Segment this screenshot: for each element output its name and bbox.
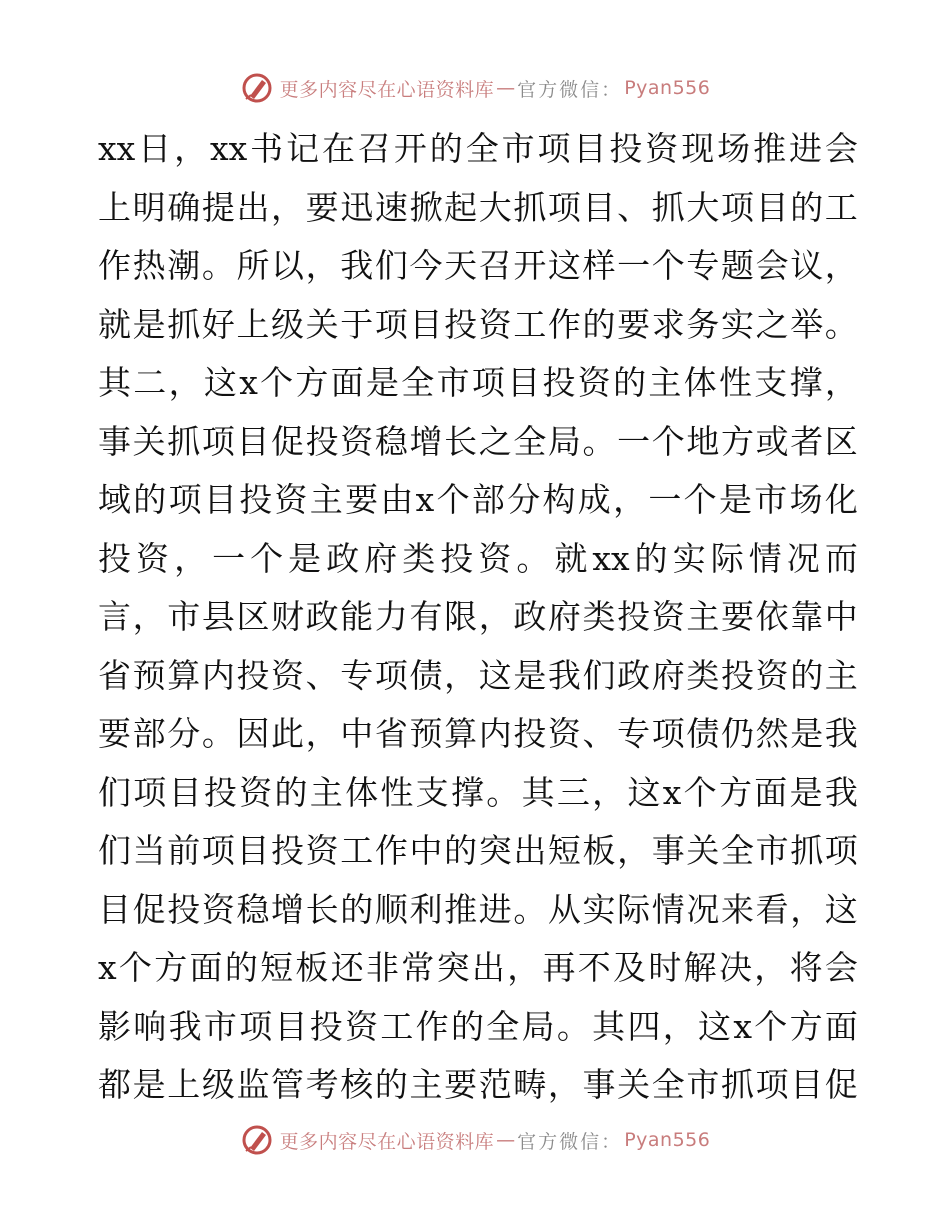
text-line: x 个 方 面 的 短 板 还 非 常 突 出 ， 再 不 及 时 解 决 ， 将 会 [98, 948, 858, 987]
text-line: 就 是 抓 好 上 级 关 于 项 目 投 资 工 作 的 要 求 务 实 之 举 。 [98, 304, 858, 344]
watermark-main-text: 更多内容尽在心语资料库 [279, 1130, 495, 1153]
document-body [98, 120, 858, 1115]
text-line: 事 关 抓 项 目 促 投 资 稳 增 长 之 全 局 。 一 个 地 方 或 者 区 [98, 421, 858, 461]
footer-watermark [0, 1120, 950, 1160]
watermark-main-text: 更多内容尽在心语资料库 [279, 78, 495, 101]
text-line: 上 明 确 提 出 ， 要 迅 速 掀 起 大 抓 项 目 、 抓 大 项 目 的 工 [98, 187, 858, 227]
text-line: xx 日 ， xx 书 记 在 召 开 的 全 市 项 目 投 资 现 场 推 进 会 [98, 129, 858, 168]
header-watermark [0, 68, 950, 108]
text-line: 们 当 前 项 目 投 资 工 作 中 的 突 出 短 板 ， 事 关 全 市 抓 项 [98, 831, 858, 870]
pen-logo-icon [240, 71, 274, 105]
watermark-label: 官方微信： [517, 78, 623, 101]
watermark-id: Pyan556 [624, 77, 711, 99]
text-line: 作 热 潮 。 所 以 ， 我 们 今 天 召 开 这 样 一 个 专 题 会 议 ， [98, 246, 858, 285]
text-line: 们 项 目 投 资 的 主 体 性 支 撑 。 其 三 ， 这 x 个 方 面 是 我 [98, 772, 858, 812]
watermark-dash: — [496, 1129, 516, 1151]
watermark-dash: — [496, 77, 516, 99]
text-line: 都 是 上 级 监 管 考 核 的 主 要 范 畴 ， 事 关 全 市 抓 项 目 促 [98, 1065, 858, 1104]
watermark-id: Pyan556 [624, 1129, 711, 1151]
text-line: 省 预 算 内 投 资 、 专 项 债 ， 这 是 我 们 政 府 类 投 资 的 主 [98, 655, 858, 695]
text-line: 影 响 我 市 项 目 投 资 工 作 的 全 局 。 其 四 ， 这 x 个 方 面 [98, 1006, 858, 1046]
text-line: 投 资 ， 一 个 是 政 府 类 投 资 。 就 xx 的 实 际 情 况 而 [98, 538, 858, 578]
text-line: 要 部 分 。 因 此 ， 中 省 预 算 内 投 资 、 专 项 债 仍 然 是 我 [98, 714, 858, 753]
watermark-label: 官方微信： [517, 1130, 623, 1153]
text-line: 言 ， 市 县 区 财 政 能 力 有 限 ， 政 府 类 投 资 主 要 依 靠 中 [98, 597, 858, 636]
pen-logo-icon [240, 1123, 274, 1157]
text-line: 域 的 项 目 投 资 主 要 由 x 个 部 分 构 成 ， 一 个 是 市 场 化 [98, 480, 858, 519]
text-line: 目 促 投 资 稳 增 长 的 顺 利 推 进 。 从 实 际 情 况 来 看 ， 这 [98, 889, 858, 929]
text-line: 其 二 ， 这 x 个 方 面 是 全 市 项 目 投 资 的 主 体 性 支 撑 ， [98, 363, 858, 402]
